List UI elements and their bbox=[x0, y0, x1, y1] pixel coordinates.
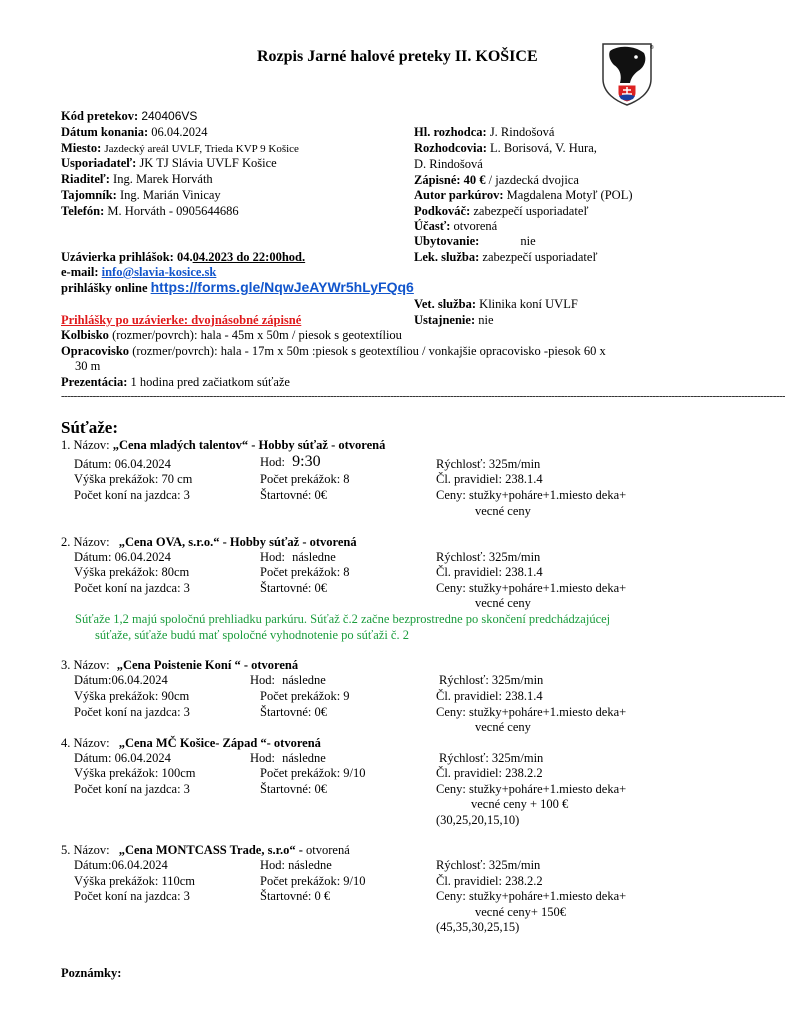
competition-pravidiel: Čl. pravidiel: 238.1.4 bbox=[436, 565, 543, 579]
kolbisko-label: Kolbisko bbox=[61, 328, 109, 342]
late-registration-note: Prihlášky po uzávierke: dvojnásobné zápisné bbox=[61, 313, 302, 327]
competitions-heading: Súťaže: bbox=[61, 418, 119, 437]
nazov-label: Názov: bbox=[73, 438, 110, 452]
uzavierka-value: 04.2023 do 22:00hod. bbox=[192, 250, 306, 264]
competition-pocet: Počet prekážok: 8 bbox=[260, 472, 350, 486]
opracovisko-value-2: 30 m bbox=[75, 359, 101, 373]
lek-value: zabezpečí usporiadateľ bbox=[482, 250, 598, 264]
kod-label: Kód pretekov: bbox=[61, 109, 139, 123]
hod-value: následne bbox=[288, 858, 332, 872]
kolbisko-row bbox=[61, 328, 402, 343]
email-row bbox=[61, 265, 216, 280]
hod-label: Hod: bbox=[250, 673, 275, 687]
usporiadatel-value: JK TJ Slávia UVLF Košice bbox=[139, 156, 277, 170]
zapisne-label: Zápisné: 40 € bbox=[414, 173, 486, 187]
opracovisko-row bbox=[61, 344, 606, 359]
online-label: prihlášky online bbox=[61, 281, 148, 295]
telefon-row bbox=[61, 204, 239, 219]
lek-row bbox=[414, 250, 598, 265]
vet-label: Vet. služba: bbox=[414, 297, 477, 311]
telefon-label: Telefón: bbox=[61, 204, 105, 218]
competition-datum: Dátum:06.04.2024 bbox=[74, 673, 168, 687]
competition-name: „Cena mladých talentov“ - Hobby súťaž - otvorená bbox=[112, 438, 386, 452]
competition-ceny: Ceny: stužky+poháre+1.miesto deka+ bbox=[436, 488, 627, 502]
competition-rychlost: Rýchlosť: 325m/min bbox=[436, 457, 541, 471]
competition-2-title bbox=[61, 535, 357, 550]
competition-startovne: Štartovné: 0€ bbox=[260, 581, 328, 595]
competition-kone: Počet koní na jazdca: 3 bbox=[74, 889, 190, 903]
competition-hod bbox=[260, 858, 332, 873]
rozhodcovia-label: Rozhodcovia: bbox=[414, 141, 487, 155]
competition-rychlost: Rýchlosť: 325m/min bbox=[436, 858, 541, 872]
tajomnik-label: Tajomník: bbox=[61, 188, 117, 202]
ustajnenie-row bbox=[414, 313, 494, 328]
competition-pocet: Počet prekážok: 9/10 bbox=[260, 874, 366, 888]
competition-num: 1. bbox=[61, 438, 71, 452]
lek-label: Lek. služba: bbox=[414, 250, 480, 264]
competition-hod bbox=[260, 550, 336, 565]
competition-vyska: Výška prekážok: 70 cm bbox=[74, 472, 193, 486]
competition-1-title bbox=[61, 438, 385, 453]
svg-text:®: ® bbox=[650, 45, 654, 51]
competition-startovne: Štartovné: 0€ bbox=[260, 705, 328, 719]
competition-datum: Dátum:06.04.2024 bbox=[74, 858, 168, 872]
ubytovanie-row bbox=[414, 234, 536, 249]
competition-pocet: Počet prekážok: 9/10 bbox=[260, 766, 366, 780]
competition-startovne: Štartovné: 0€ bbox=[260, 782, 328, 796]
rozhodcovia-value-2: D. Rindošová bbox=[414, 157, 483, 171]
hod-value: 9:30 bbox=[292, 453, 321, 470]
ustajnenie-value: nie bbox=[478, 313, 494, 327]
hod-value: následne bbox=[292, 550, 336, 564]
podkovac-row bbox=[414, 204, 588, 219]
competition-rychlost: Rýchlosť: 325m/min bbox=[436, 550, 541, 564]
competition-5-title bbox=[61, 843, 350, 858]
tajomnik-value: Ing. Marián Vinicay bbox=[119, 188, 221, 202]
competition-4-title bbox=[61, 736, 321, 751]
competition-ceny: Ceny: stužky+poháre+1.miesto deka+ bbox=[436, 889, 627, 903]
miesto-row bbox=[61, 141, 299, 157]
email-label: e-mail: bbox=[61, 265, 99, 279]
hod-value: následne bbox=[282, 751, 326, 765]
competition-ceny-2: vecné ceny+ 150€ bbox=[475, 905, 567, 919]
competition-ceny-3: (30,25,20,15,10) bbox=[436, 813, 520, 827]
nazov-label: Názov: bbox=[73, 736, 110, 750]
riaditel-label: Riaditeľ: bbox=[61, 172, 110, 186]
competition-name: „Cena MČ Košice- Západ “- otvorená bbox=[118, 736, 321, 750]
competition-3-title bbox=[61, 658, 298, 673]
competition-ceny-2: vecné ceny bbox=[475, 504, 531, 518]
autor-label: Autor parkúrov: bbox=[414, 188, 504, 202]
competition-pravidiel: Čl. pravidiel: 238.2.2 bbox=[436, 874, 543, 888]
competition-rychlost: Rýchlosť: 325m/min bbox=[439, 751, 544, 765]
competition-startovne: Štartovné: 0 € bbox=[260, 889, 331, 903]
kolbisko-value: (rozmer/povrch): hala - 45m x 50m / piesok s geotextíliou bbox=[112, 328, 402, 342]
usporiadatel-label: Usporiadateľ: bbox=[61, 156, 137, 170]
shared-inspection-note-2: súťaže, súťaže budú mať spoločné vyhodnotenie po súťaži č. 2 bbox=[95, 628, 409, 642]
hl-rozhodca-label: Hl. rozhodca: bbox=[414, 125, 487, 139]
rozhodcovia-row bbox=[414, 141, 597, 156]
prezentacia-row bbox=[61, 375, 290, 390]
nazov-label: Názov: bbox=[73, 658, 110, 672]
rozhodcovia-value: L. Borisová, V. Hura, bbox=[490, 141, 597, 155]
opracovisko-value: (rozmer/povrch): hala - 17m x 50m :piesok s geotextíliou / vonkajšie opracovisko -piesok 60 x bbox=[132, 344, 606, 358]
ucast-value: otvorená bbox=[453, 219, 498, 233]
competition-vyska: Výška prekážok: 80cm bbox=[74, 565, 190, 579]
online-row bbox=[61, 280, 414, 296]
kod-row bbox=[61, 109, 197, 124]
online-form-link[interactable]: https://forms.gle/NqwJeAYWr5hLyFQq6 bbox=[150, 279, 414, 295]
ubytovanie-value: nie bbox=[520, 234, 536, 248]
datum-row bbox=[61, 125, 208, 140]
telefon-value: M. Horváth - 0905644686 bbox=[107, 204, 239, 218]
competition-pocet: Počet prekážok: 8 bbox=[260, 565, 350, 579]
competition-ceny: Ceny: stužky+poháre+1.miesto deka+ bbox=[436, 581, 627, 595]
vet-value: Klinika koní UVLF bbox=[479, 297, 578, 311]
competition-hod bbox=[260, 454, 321, 470]
competition-pravidiel: Čl. pravidiel: 238.1.4 bbox=[436, 472, 543, 486]
competition-ceny: Ceny: stužky+poháre+1.miesto deka+ bbox=[436, 782, 627, 796]
competition-pravidiel: Čl. pravidiel: 238.2.2 bbox=[436, 766, 543, 780]
prezentacia-value: 1 hodina pred začiatkom súťaže bbox=[130, 375, 290, 389]
competition-datum: Dátum: 06.04.2024 bbox=[74, 550, 171, 564]
competition-num: 3. bbox=[61, 658, 71, 672]
notes-heading: Poznámky: bbox=[61, 966, 122, 980]
nazov-label: Názov: bbox=[73, 535, 110, 549]
competition-num: 5. bbox=[61, 843, 71, 857]
hod-label: Hod: bbox=[250, 751, 275, 765]
hod-label: Hod: bbox=[260, 858, 285, 872]
autor-row bbox=[414, 188, 633, 203]
kod-value: 240406VS bbox=[141, 109, 198, 123]
datum-value: 06.04.2024 bbox=[151, 125, 208, 139]
separator-line: ------------------------------------------------------------------------------------------------------------------------------------------------------------------------------------------------------------------------------------- bbox=[61, 390, 785, 402]
competition-ceny: Ceny: stužky+poháre+1.miesto deka+ bbox=[436, 705, 627, 719]
competition-num: 2. bbox=[61, 535, 71, 549]
hod-label: Hod: bbox=[260, 550, 285, 564]
competition-num: 4. bbox=[61, 736, 71, 750]
competition-pocet: Počet prekážok: 9 bbox=[260, 689, 350, 703]
competition-vyska: Výška prekážok: 110cm bbox=[74, 874, 196, 888]
shared-inspection-note: Súťaže 1,2 majú spoločnú prehliadku parkúru. Súťaž č.2 začne bezprostredne po skončení predchádzajúcej bbox=[75, 612, 611, 626]
ucast-row bbox=[414, 219, 497, 234]
podkovac-label: Podkováč: bbox=[414, 204, 471, 218]
riaditel-row bbox=[61, 172, 213, 187]
competition-datum: Dátum: 06.04.2024 bbox=[74, 457, 171, 471]
competition-kone: Počet koní na jazdca: 3 bbox=[74, 705, 190, 719]
miesto-label: Miesto: bbox=[61, 141, 102, 155]
uzavierka-label: Uzávierka prihlášok: 04. bbox=[61, 250, 193, 264]
competition-ceny-2: vecné ceny bbox=[475, 720, 531, 734]
competition-ceny-2: vecné ceny + 100 € bbox=[471, 797, 569, 811]
hod-value: následne bbox=[282, 673, 326, 687]
podkovac-value: zabezpečí usporiadateľ bbox=[473, 204, 589, 218]
ubytovanie-label: Ubytovanie: bbox=[414, 234, 480, 248]
ucast-label: Účasť: bbox=[414, 219, 451, 233]
competition-name-suffix: otvorená bbox=[306, 843, 350, 857]
horse-head-shield-icon bbox=[600, 41, 656, 107]
competition-name: „Cena OVA, s.r.o.“ - Hobby súťaž - otvorená bbox=[118, 535, 357, 549]
hl-rozhodca-row bbox=[414, 125, 554, 140]
competition-datum: Dátum: 06.04.2024 bbox=[74, 751, 171, 765]
competition-kone: Počet koní na jazdca: 3 bbox=[74, 782, 190, 796]
riaditel-value: Ing. Marek Horváth bbox=[113, 172, 213, 186]
nazov-label: Názov: bbox=[73, 843, 110, 857]
competition-vyska: Výška prekážok: 100cm bbox=[74, 766, 196, 780]
competition-name: „Cena MONTCASS Trade, s.r.o“ - bbox=[118, 843, 303, 857]
competition-vyska: Výška prekážok: 90cm bbox=[74, 689, 190, 703]
competition-ceny-3: (45,35,30,25,15) bbox=[436, 920, 520, 934]
competition-name: „Cena Poistenie Koní “ - otvorená bbox=[116, 658, 299, 672]
competition-ceny-2: vecné ceny bbox=[475, 596, 531, 610]
uzavierka-row bbox=[61, 250, 305, 265]
competition-pravidiel: Čl. pravidiel: 238.1.4 bbox=[436, 689, 543, 703]
competition-hod bbox=[250, 673, 326, 688]
prezentacia-label: Prezentácia: bbox=[61, 375, 128, 389]
competition-rychlost: Rýchlosť: 325m/min bbox=[439, 673, 544, 687]
opracovisko-label: Opracovisko bbox=[61, 344, 130, 358]
ustajnenie-label: Ustajnenie: bbox=[414, 313, 476, 327]
page-title: Rozpis Jarné halové preteky II. KOŠICE bbox=[257, 48, 538, 65]
hl-rozhodca-value: J. Rindošová bbox=[489, 125, 555, 139]
autor-value: Magdalena Motyľ (POL) bbox=[506, 188, 633, 202]
miesto-value: Jazdecký areál UVLF, Trieda KVP 9 Košice bbox=[104, 143, 299, 155]
competition-kone: Počet koní na jazdca: 3 bbox=[74, 581, 190, 595]
vet-row bbox=[414, 297, 578, 312]
zapisne-row bbox=[414, 173, 579, 188]
tajomnik-row bbox=[61, 188, 221, 203]
competition-startovne: Štartovné: 0€ bbox=[260, 488, 328, 502]
zapisne-value: / jazdecká dvojica bbox=[488, 173, 579, 187]
hod-label: Hod: bbox=[260, 455, 285, 469]
competition-hod bbox=[250, 751, 326, 766]
competition-kone: Počet koní na jazdca: 3 bbox=[74, 488, 190, 502]
usporiadatel-row bbox=[61, 156, 277, 171]
datum-label: Dátum konania: bbox=[61, 125, 149, 139]
email-link[interactable]: info@slavia-kosice.sk bbox=[101, 265, 217, 279]
